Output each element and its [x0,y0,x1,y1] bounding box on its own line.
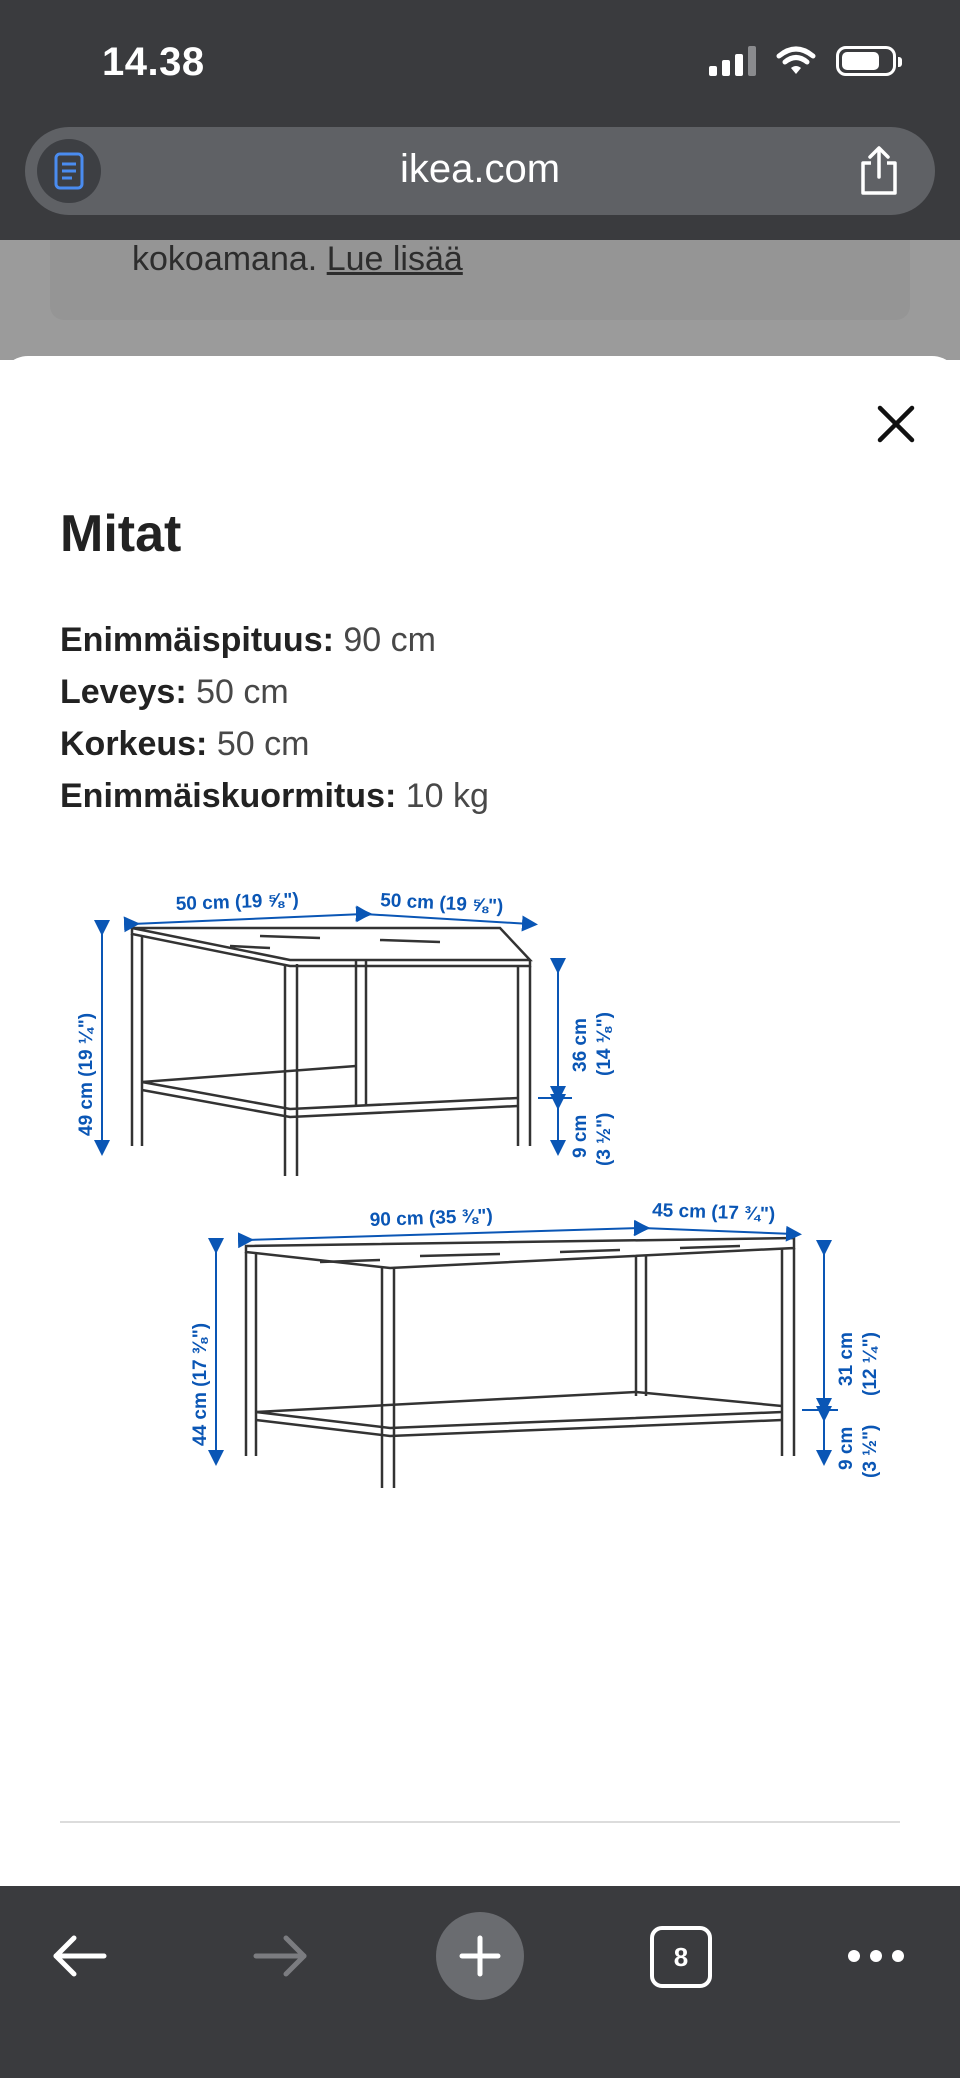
small-height-label: 49 cm (19 ¼") [76,1012,97,1136]
back-arrow-icon [50,1934,110,1978]
large-top-gap-label: 31 cm [836,1332,857,1386]
more-button[interactable] [836,1916,916,1996]
close-icon[interactable] [874,402,918,446]
address-bar[interactable] [25,127,935,215]
battery-icon [836,46,896,76]
plus-icon [458,1934,502,1978]
browser-toolbar [0,1886,960,2078]
share-icon[interactable] [853,145,905,197]
tabs-icon[interactable] [650,1926,712,1988]
url-text[interactable]: ikea.com [399,147,561,191]
spec-row [60,614,489,666]
forward-button[interactable] [240,1916,320,1996]
wifi-icon [776,46,816,76]
large-bottom-gap-inch-label: (3 ½") [860,1424,881,1478]
spec-value: 50 cm [216,725,310,763]
large-bottom-gap-label: 9 cm [836,1426,857,1470]
small-top-gap-label: 36 cm [570,1018,591,1072]
small-bottom-gap-label: 9 cm [570,1114,591,1158]
read-more-link[interactable]: Lue lisää [326,240,463,278]
browser-address-area [0,125,960,240]
sheet-title: Mitat [60,505,182,563]
spec-list [60,614,489,822]
small-table-dimension-lines [102,914,572,1148]
spec-row [60,666,489,718]
back-button[interactable] [40,1916,120,1996]
large-width-label: 90 cm (35 ⅜") [369,1205,494,1231]
forward-arrow-icon [250,1934,310,1978]
tab-count: 8 [673,1941,689,1972]
more-icon [846,1949,906,1963]
large-top-gap-inch-label: (12 ¼") [860,1332,881,1396]
spec-value: 10 kg [405,777,489,815]
spec-label: Korkeus: [60,725,208,763]
divider [60,1821,900,1823]
small-width-label: 50 cm (19 ⅝") [175,889,300,915]
dimensions-sheet [0,356,960,1886]
small-table-drawing [132,928,530,1176]
dimension-diagram [60,876,900,1736]
spec-row [60,718,489,770]
spec-label: Leveys: [60,673,187,711]
spec-label: Enimmäispituus: [60,621,334,659]
signal-icon [709,46,756,76]
large-depth-label: 45 cm (17 ¾") [651,1200,776,1226]
spec-value: 90 cm [343,621,436,659]
background-text-body: kokoamana. [132,240,318,278]
small-bottom-gap-inch-label: (3 ½") [594,1112,615,1166]
status-bar [0,0,960,125]
small-depth-label: 50 cm (19 ⅝") [379,890,504,918]
status-time: 14.38 [102,40,205,84]
spec-label: Enimmäiskuormitus: [60,777,397,815]
new-tab-button[interactable] [436,1912,524,2000]
large-table-drawing [246,1238,794,1488]
spec-row [60,770,489,822]
status-icons [709,46,896,76]
background-text [132,240,463,279]
spec-value: 50 cm [196,673,289,711]
large-height-label: 44 cm (17 ⅜") [190,1322,211,1446]
small-top-gap-inch-label: (14 ⅛") [594,1012,615,1076]
background-page [0,240,960,360]
